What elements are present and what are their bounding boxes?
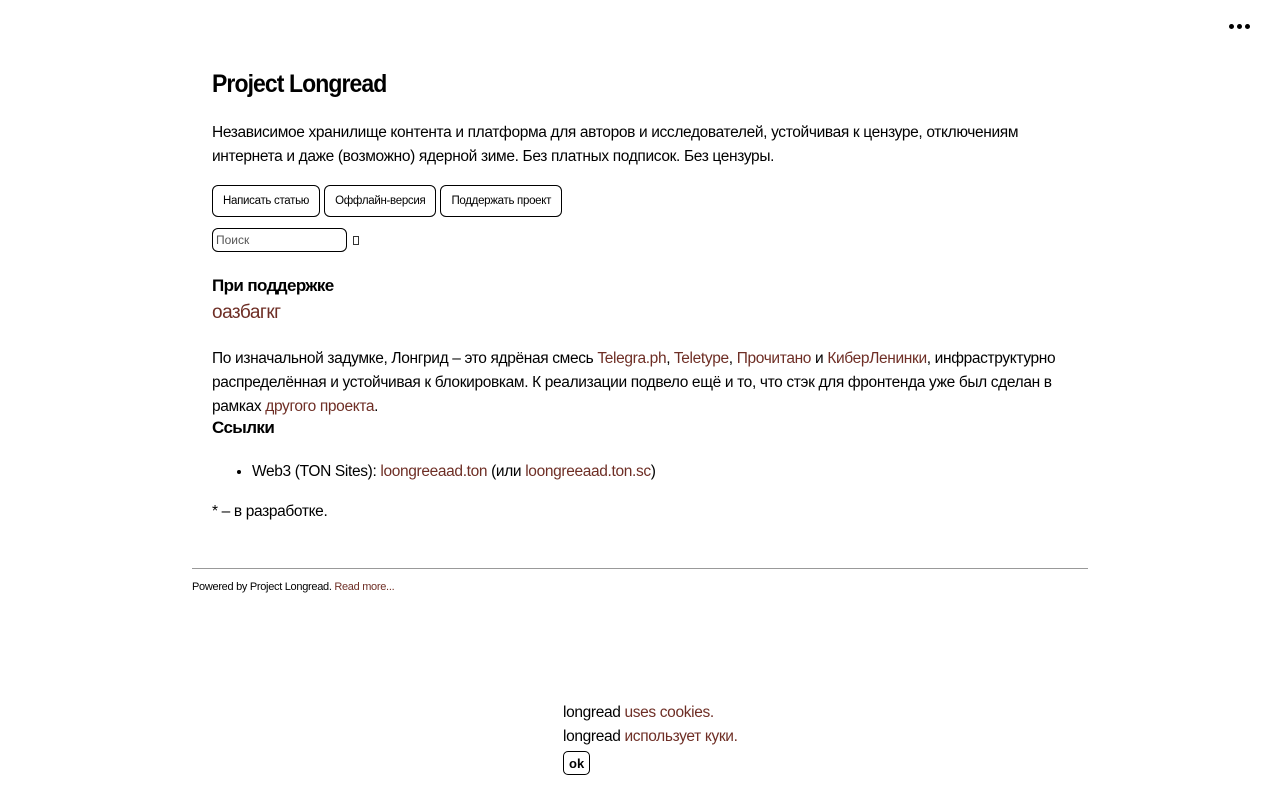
- cookie-prefix: longread: [563, 728, 625, 745]
- teletype-link[interactable]: Teletype: [673, 350, 729, 367]
- cookie-line-ru: [563, 725, 738, 749]
- list-item-prefix: Web3 (TON Sites):: [252, 463, 381, 480]
- menu-dot: [1237, 24, 1242, 29]
- description-text: .: [374, 398, 379, 415]
- support-heading: При поддержке: [212, 276, 334, 295]
- description-separator: и: [811, 350, 828, 367]
- development-note: * – в разработке.: [212, 503, 328, 520]
- description-text: , инфраструктурно распределённая и устойчивая к блокировкам. К реализации подвело ещё и то, что стэк для фронтенда уже был сделан в рамках: [212, 350, 1056, 415]
- links-list: [212, 460, 656, 484]
- support-project-button[interactable]: Поддержать проект: [440, 185, 562, 217]
- ton-sc-link[interactable]: loongreeaad.ton.sc: [525, 463, 651, 480]
- cyberleninka-link[interactable]: КиберЛенинки: [827, 350, 927, 367]
- menu-dot: [1245, 24, 1250, 29]
- links-heading: Ссылки: [212, 418, 275, 437]
- prochitano-link[interactable]: Прочитано: [736, 350, 812, 367]
- read-more-link[interactable]: Read more...: [334, 581, 395, 593]
- search-input[interactable]: [212, 228, 347, 252]
- list-item-suffix: ): [650, 463, 656, 480]
- more-menu-icon[interactable]: [1222, 13, 1256, 39]
- telegraph-link[interactable]: Telegra.ph: [597, 350, 667, 367]
- cookies-info-link[interactable]: uses cookies.: [624, 704, 714, 721]
- sponsor-link[interactable]: оазбагкг: [212, 302, 281, 323]
- offline-version-button[interactable]: Оффлайн-версия: [324, 185, 436, 217]
- cookie-line-en: [563, 701, 738, 725]
- list-item: [252, 460, 656, 484]
- page-title: Project Longread: [212, 70, 387, 98]
- cookie-ok-button[interactable]: ok: [563, 751, 590, 775]
- action-buttons: [212, 185, 562, 217]
- write-article-button[interactable]: Написать статью: [212, 185, 320, 217]
- ton-site-link[interactable]: loongreeaad.ton: [380, 463, 488, 480]
- tagline: Независимое хранилище контента и платформа для авторов и исследователей, устойчивая к цензуре, отключениям интернета и даже (возможно) ядерной зиме. Без платных подписок. Без цензуры.: [212, 124, 1019, 165]
- footer: [192, 579, 394, 595]
- menu-dot: [1229, 24, 1234, 29]
- cookies-info-link-ru[interactable]: использует куки.: [624, 728, 738, 745]
- project-description: [212, 347, 1092, 419]
- search-bar: [212, 228, 359, 252]
- description-separator: ,: [728, 350, 737, 367]
- footer-divider: [192, 568, 1088, 569]
- search-icon[interactable]: [353, 236, 359, 245]
- description-text: По изначальной задумке, Лонгрид – это ядрёная смесь: [212, 350, 598, 367]
- other-project-link[interactable]: другого проекта: [265, 398, 375, 415]
- list-item-middle: (или: [487, 463, 526, 480]
- description-separator: ,: [666, 350, 674, 367]
- cookie-banner: [563, 701, 738, 776]
- footer-text: Powered by Project Longread.: [192, 581, 335, 593]
- cookie-prefix: longread: [563, 704, 625, 721]
